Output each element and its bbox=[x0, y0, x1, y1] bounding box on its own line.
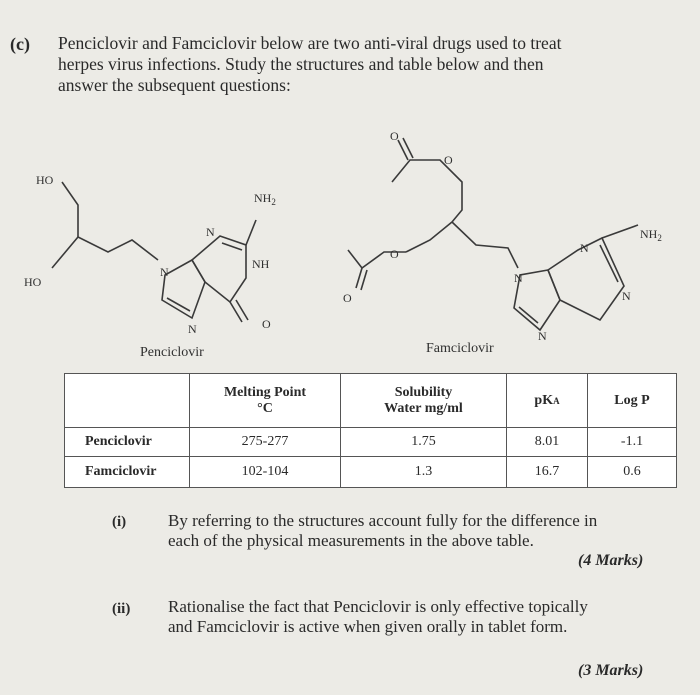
famciclovir-chain bbox=[392, 160, 462, 222]
header-logp: Log P bbox=[588, 374, 677, 428]
penciclovir-chain bbox=[62, 182, 158, 260]
cell-melting: 275-277 bbox=[190, 428, 341, 457]
penciclovir-o: O bbox=[262, 317, 271, 331]
famciclovir-name: Famciclovir bbox=[426, 341, 494, 356]
question-label: (c) bbox=[10, 34, 30, 54]
penciclovir-nh2: $NH_2$ bbox=[254, 191, 276, 207]
famciclovir-bond bbox=[600, 245, 618, 282]
famciclovir-o-ester2: O bbox=[390, 247, 399, 261]
subquestion-text bbox=[168, 597, 588, 637]
subquestion-marks: (4 Marks) bbox=[578, 552, 644, 569]
penciclovir-nh: NH bbox=[252, 257, 270, 271]
cell-melting: 102-104 bbox=[190, 457, 341, 488]
penciclovir-bond bbox=[246, 220, 256, 245]
famciclovir-o-ester1: O bbox=[444, 153, 453, 167]
famciclovir-bond bbox=[398, 140, 408, 160]
intro-line: herpes virus infections. Study the structures and table below and then bbox=[58, 54, 544, 74]
subquestion-marks: (3 Marks) bbox=[578, 662, 644, 679]
intro-line: Penciclovir and Famciclovir below are two anti-viral drugs used to treat bbox=[58, 33, 562, 53]
table-row bbox=[65, 428, 677, 457]
row-name: Famciclovir bbox=[65, 457, 190, 488]
subquestion-line: each of the physical measurements in the above table. bbox=[168, 531, 534, 550]
chemical-structures bbox=[0, 110, 700, 370]
cell-pka: 16.7 bbox=[507, 457, 588, 488]
famciclovir-o-top: O bbox=[390, 129, 399, 143]
penciclovir-n2: N bbox=[160, 265, 169, 279]
famciclovir-bond bbox=[403, 138, 413, 158]
famciclovir-n1: N bbox=[580, 241, 589, 255]
famciclovir-chain bbox=[406, 222, 452, 252]
cell-logp: 0.6 bbox=[588, 457, 677, 488]
subquestion-label: (i) bbox=[112, 514, 127, 530]
famciclovir-structure bbox=[343, 129, 662, 356]
famciclovir-n2: N bbox=[622, 289, 631, 303]
penciclovir-bond bbox=[222, 243, 242, 250]
cell-solubility: 1.75 bbox=[341, 428, 507, 457]
properties-table bbox=[64, 373, 677, 488]
penciclovir-bond bbox=[52, 237, 78, 268]
question-intro bbox=[58, 33, 673, 96]
famciclovir-bond bbox=[356, 268, 362, 288]
famciclovir-o-bottom: O bbox=[343, 291, 352, 305]
table-header-row bbox=[65, 374, 677, 428]
cell-pka: 8.01 bbox=[507, 428, 588, 457]
subquestion-label: (ii) bbox=[112, 601, 131, 617]
penciclovir-bond bbox=[236, 300, 248, 320]
penciclovir-n1: N bbox=[206, 225, 215, 239]
header-pka: pKA bbox=[507, 374, 588, 428]
header-melting-point: Melting Point °C bbox=[190, 374, 341, 428]
penciclovir-n3: N bbox=[188, 322, 197, 336]
table-row bbox=[65, 457, 677, 488]
table-corner-cell bbox=[65, 374, 190, 428]
famciclovir-bond bbox=[361, 270, 367, 290]
subquestion-text bbox=[168, 511, 597, 551]
subquestion-line: By referring to the structures account fully for the difference in bbox=[168, 511, 598, 530]
cell-logp: -1.1 bbox=[588, 428, 677, 457]
famciclovir-n3: N bbox=[514, 271, 523, 285]
penciclovir-pyrimidine bbox=[192, 236, 246, 302]
penciclovir-bond bbox=[230, 302, 242, 322]
penciclovir-name: Penciclovir bbox=[140, 345, 204, 360]
cell-solubility: 1.3 bbox=[341, 457, 507, 488]
famciclovir-bond bbox=[602, 225, 638, 238]
famciclovir-nh2: $NH_2$ bbox=[640, 227, 662, 243]
penciclovir-structure bbox=[24, 173, 276, 360]
intro-line: answer the subsequent questions: bbox=[58, 75, 291, 95]
penciclovir-ho-bottom: HO bbox=[24, 275, 42, 289]
famciclovir-n4: N bbox=[538, 329, 547, 343]
subquestion-line: Rationalise the fact that Penciclovir is only effective topically bbox=[168, 597, 588, 616]
header-solubility: Solubility Water mg/ml bbox=[341, 374, 507, 428]
row-name: Penciclovir bbox=[65, 428, 190, 457]
penciclovir-ho-top: HO bbox=[36, 173, 54, 187]
famciclovir-chain bbox=[452, 222, 518, 268]
subquestion-line: and Famciclovir is active when given orally in tablet form. bbox=[168, 617, 568, 636]
